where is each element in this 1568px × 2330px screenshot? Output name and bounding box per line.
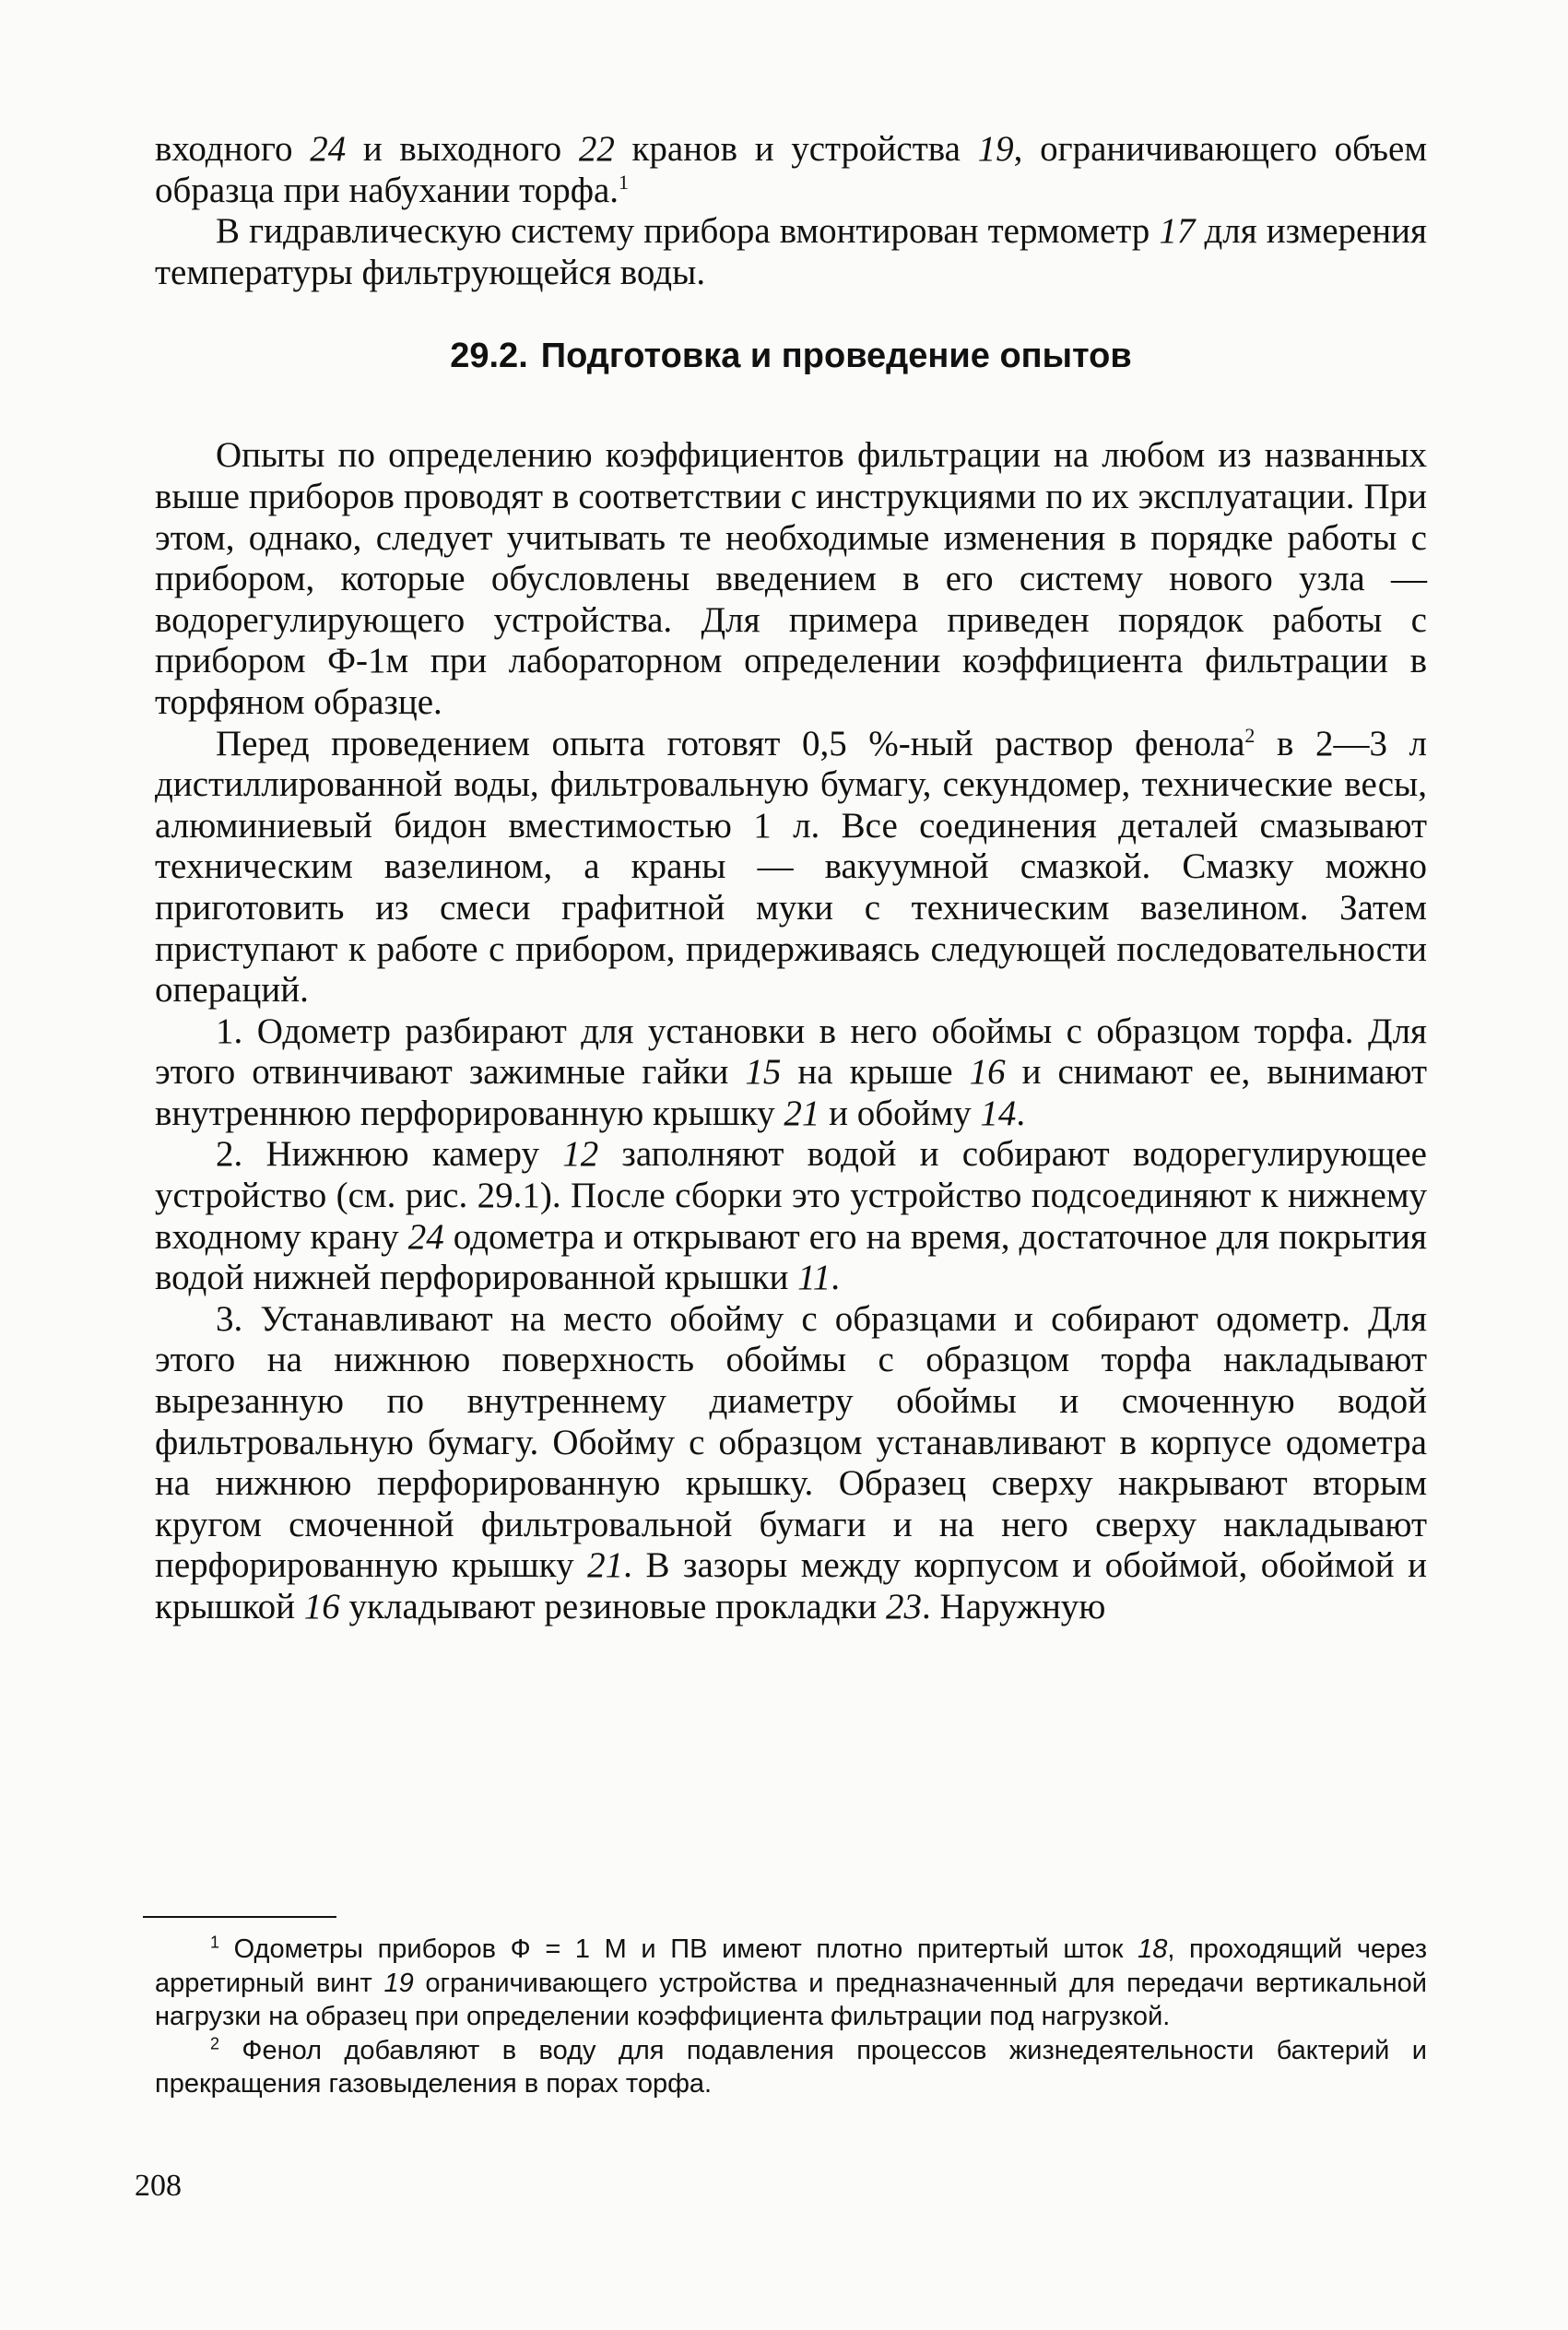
main-text — [155, 129, 1427, 1628]
figure-ref: 16 — [303, 1587, 340, 1626]
step-3: 3. Устанавливают на место обойму с образцами и собирают одометр. Для этого на нижнюю поверхность обоймы с образцом торфа накладывают вырезанную по внутреннему диаметру обоймы и смоченную водой фильтровальную бумагу. Обойму с образцом устанавливают в корпусе одометра на нижнюю перфорированную крышку. Образец сверху накрывают вторым кругом смоченной фильтровальной бумаги и на него сверху накладывают перфорированную крышку 21. В зазоры между корпусом и обоймой, обоймой и крышкой 16 укладывают резиновые прокладки 23. Наружную — [155, 1298, 1427, 1626]
figure-ref: 16 — [969, 1052, 1006, 1093]
footnote-2: $^2$ Фенол добавляют в воду для подавления процессов жизнедеятельности бактерий и прекращения газовыделения в порах торфа. — [155, 2033, 1427, 2099]
figure-ref: 22 — [578, 129, 615, 169]
step-1: 1. Одометр разбирают для установки в него обоймы с образцом торфа. Для этого отвинчивают зажимные гайки 15 на крыше 16 и снимают ее, вынимают внутреннюю перфорированную крышку 21 и обойму 14. — [155, 1011, 1427, 1133]
figure-ref: 11 — [797, 1258, 831, 1298]
figure-ref: 24 — [407, 1216, 444, 1257]
step-2: 2. Нижнюю камеру 12 заполняют водой и собирают водорегулирующее устройство (см. рис. 29.1). После сборки это устройство подсоединяют к нижнему входному крану 24 одометра и открывают его на время, достаточное для покрытия водой нижней перфорированной крышки 11. — [155, 1134, 1427, 1298]
figure-ref: 21 — [784, 1093, 820, 1133]
figure-ref: 15 — [745, 1052, 782, 1093]
figure-ref: 19 — [977, 129, 1014, 169]
figure-ref: 23 — [886, 1587, 923, 1626]
footnotes — [155, 1933, 1427, 2101]
paragraph-intro: Опыты по определению коэффициентов фильтрации на любом из названных выше приборов проводят в соответствии с инструкциями по их эксплуатации. При этом, однако, следует учитывать те необходимые изменения в порядке работы с прибором, которые обусловлены введением в его систему нового узла — водорегулирующего устройства. Для примера приведен порядок работы с прибором Ф-1м при лабораторном определении коэффициента фильтрации в торфяном образце. — [155, 435, 1427, 722]
figure-ref: 17 — [1159, 211, 1196, 252]
figure-ref: 21 — [587, 1545, 624, 1586]
paragraph-preparation: Перед проведением опыта готовят 0,5 %-ный раствор фенола$^2$ в 2—3 л дистиллированной воды, фильтровальную бумагу, секундомер, технические весы, алюминиевый бидон вместимостью 1 л. Все соединения деталей смазывают техническим вазелином, а краны — вакуумной смазкой. Смазку можно приготовить из смеси графитной муки с техническим вазелином. Затем приступают к работе с прибором, придерживаясь следующей последовательности операций. — [155, 723, 1427, 1011]
paragraph-thermometer: В гидравлическую систему прибора вмонтирован термометр 17 для измерения температуры фильтрующейся воды. — [155, 211, 1427, 292]
figure-ref: 18 — [1138, 1934, 1168, 1964]
footnote-number: 1 — [210, 1933, 220, 1952]
section-heading — [155, 336, 1427, 376]
page-number: 208 — [135, 2169, 182, 2203]
section-number: 29.2. — [450, 337, 528, 376]
figure-ref: 19 — [383, 1968, 414, 1998]
figure-ref: 24 — [310, 129, 347, 169]
figure-ref: 14 — [980, 1093, 1017, 1133]
footnote-number: 2 — [210, 2033, 220, 2052]
continued-paragraph: входного 24 и выходного 22 кранов и устройства 19, ограничивающего объем образца при набухании торфа.$^1$ — [155, 129, 1428, 210]
footnote-marker: 2 — [1244, 723, 1256, 747]
footnote-divider — [143, 1916, 336, 1918]
footnote-marker: 1 — [619, 170, 630, 194]
figure-ref: 12 — [562, 1134, 599, 1175]
section-title: Подготовка и проведение опытов — [540, 337, 1132, 376]
footnote-1: $^1$ Одометры приборов Ф = 1 М и ПВ имеют плотно притертый шток 18, проходящий через арретирный винт 19 ограничивающего устройства и предназначенный для передачи вертикальной нагрузки на образец при определении коэффициента фильтрации под нагрузкой. — [155, 1933, 1427, 2031]
